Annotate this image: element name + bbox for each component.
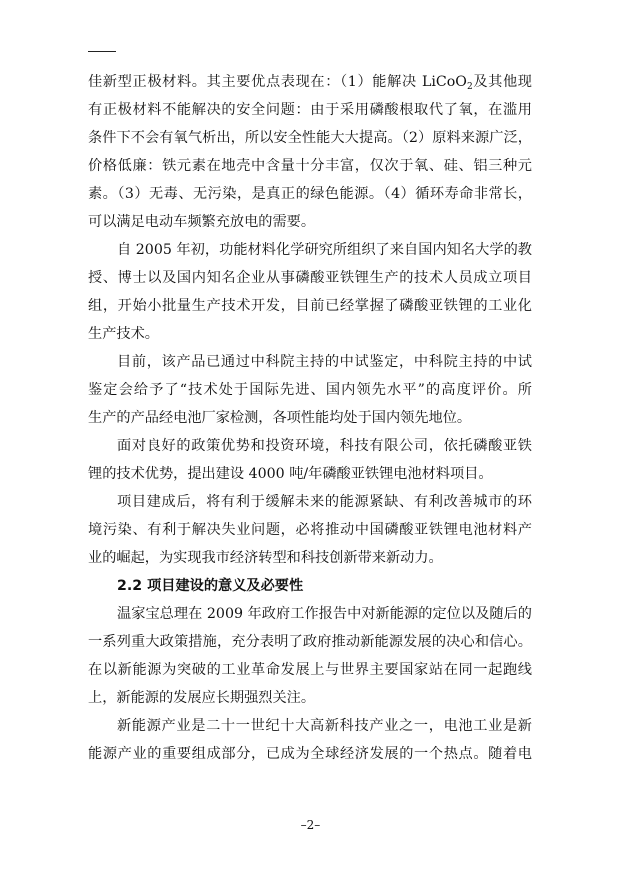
- text-line: 组，开始小批量生产技术开发，目前已经掌握了磷酸亚铁锂的工业化: [88, 298, 532, 314]
- paragraph-industry: [88, 712, 532, 768]
- text-line: 业的崛起，为实现我市经济转型和科技创新带来新动力。: [88, 550, 443, 566]
- paragraph-benefits: [88, 488, 532, 572]
- paragraph-policy: [88, 600, 532, 712]
- text-line: 锂的技术优势，提出建设 4000 吨/年磷酸亚铁锂电池材料项目。: [88, 466, 493, 482]
- text-line: 目前，该产品已通过中科院主持的中试鉴定，中科院主持的中试: [117, 354, 532, 370]
- text-line: 授、博士以及国内知名企业从事磷酸亚铁锂生产的技术人员成立项目: [88, 270, 532, 286]
- text-line: 境污染、有利于解决失业问题，必将推动中国磷酸亚铁锂电池材料产: [88, 522, 532, 538]
- paragraph-advantages: [88, 68, 532, 236]
- header-rule: [88, 51, 116, 52]
- text-line: 温家宝总理在 2009 年政府工作报告中对新能源的定位以及随后的: [117, 606, 532, 622]
- text-line: 上，新能源的发展应长期强烈关注。: [88, 690, 316, 706]
- text-line: 能源产业的重要组成部分，已成为全球经济发展的一个热点。随着电: [88, 746, 532, 762]
- text-line: 鉴定会给予了“技术处于国际先进、国内领先水平”的高度评价。所: [88, 382, 532, 398]
- text-line: 生产技术。: [88, 326, 159, 342]
- section-heading: 2.2 项目建设的意义及必要性: [117, 578, 304, 594]
- text-line: 自 2005 年初，功能材料化学研究所组织了来自国内知名大学的教: [117, 242, 532, 258]
- text-line: 面对良好的政策优势和投资环境，科技有限公司，依托磷酸亚铁: [117, 438, 532, 454]
- text-line: 在以新能源为突破的工业革命发展上与世界主要国家站在同一起跑线: [88, 662, 532, 678]
- document-body: [88, 68, 532, 768]
- text-line: 佳新型正极材料。其主要优点表现在：（1）能解决 LiCoO$_2$及其他现: [88, 74, 532, 92]
- text-line: 价格低廉：铁元素在地壳中含量十分丰富，仅次于氧、硅、铝三种元: [88, 158, 532, 174]
- text-line: 一系列重大政策措施，充分表明了政府推动新能源发展的决心和信心。: [88, 634, 532, 650]
- text-line: 可以满足电动车频繁充放电的需要。: [88, 214, 316, 230]
- paragraph-project-team: [88, 236, 532, 348]
- text-line: 素。（3）无毒、无污染，是真正的绿色能源。（4）循环寿命非常长，: [88, 186, 532, 202]
- text-line: 项目建成后，将有利于缓解未来的能源紧缺、有利改善城市的环: [117, 494, 532, 510]
- paragraph-proposal: [88, 432, 532, 488]
- paragraph-appraisal: [88, 348, 532, 432]
- text-line: 生产的产品经电池厂家检测，各项性能均处于国内领先地位。: [88, 410, 472, 426]
- text-line: 条件下不会有氧气析出，所以安全性能大大提高。（2）原料来源广泛，: [88, 130, 532, 146]
- text-line: 新能源产业是二十一世纪十大高新科技产业之一，电池工业是新: [117, 718, 532, 734]
- page-number: –2–: [300, 818, 321, 832]
- text-line: 有正极材料不能解决的安全问题：由于采用磷酸根取代了氧，在滥用: [88, 102, 532, 118]
